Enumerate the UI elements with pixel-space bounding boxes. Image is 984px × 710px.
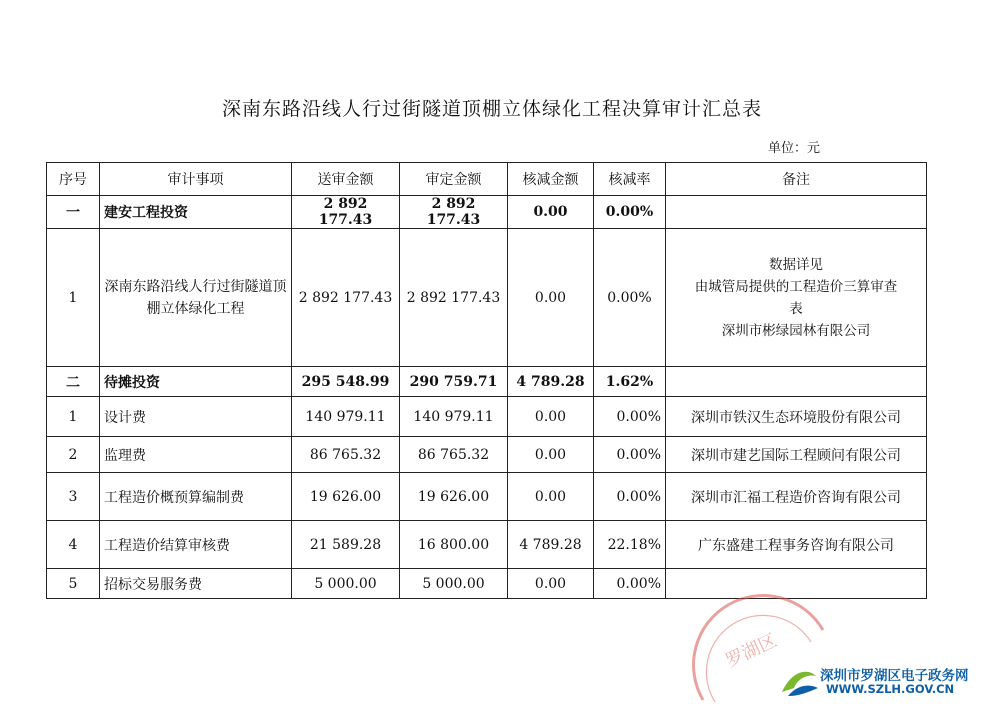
row-rate: 0.00% <box>594 437 666 473</box>
row-reduced: 0.00 <box>508 196 594 229</box>
header-approved: 审定金额 <box>400 163 508 196</box>
row-item: 建安工程投资 <box>100 196 292 229</box>
row-rate: 0.00% <box>594 196 666 229</box>
stamp-text: 罗湖区 <box>722 630 781 673</box>
row-reduced: 0.00 <box>508 473 594 521</box>
row-note: 深圳市铁汉生态环境股份有限公司 <box>666 397 927 437</box>
row-item: 监理费 <box>100 437 292 473</box>
row-approved: 16 800.00 <box>400 521 508 569</box>
row-note <box>666 196 927 229</box>
row-submitted: 21 589.28 <box>292 521 400 569</box>
document-title: 深南东路沿线人行过街隧道顶棚立体绿化工程决算审计汇总表 <box>221 98 762 120</box>
row-no: 5 <box>47 569 100 599</box>
row-approved: 2 892 177.43 <box>400 229 508 367</box>
row-rate: 0.00% <box>594 397 666 437</box>
row-item: 招标交易服务费 <box>100 569 292 599</box>
logo-site-url: WWW.SZLH.GOV.CN <box>826 682 955 696</box>
header-submitted: 送审金额 <box>292 163 400 196</box>
row-no: 二 <box>47 367 100 397</box>
table-row <box>47 397 927 437</box>
row-no: 4 <box>47 521 100 569</box>
row-rate: 0.00% <box>594 229 666 367</box>
row-rate: 0.00% <box>594 473 666 521</box>
note-line: 深圳市彬绿园林有限公司 <box>721 322 871 339</box>
row-approved: 2 892 177.43 <box>400 196 508 229</box>
header-rate: 核减率 <box>594 163 666 196</box>
row-submitted: 2 892 177.43 <box>292 229 400 367</box>
table-row <box>47 521 927 569</box>
row-no: 一 <box>47 196 100 229</box>
header-item: 审计事项 <box>100 163 292 196</box>
row-note: 广东盛建工程事务咨询有限公司 <box>666 521 927 569</box>
row-submitted: 5 000.00 <box>292 569 400 599</box>
row-approved: 19 626.00 <box>400 473 508 521</box>
row-reduced: 0.00 <box>508 569 594 599</box>
row-note <box>666 367 927 397</box>
row-reduced: 0.00 <box>508 229 594 367</box>
row-approved: 140 979.11 <box>400 397 508 437</box>
row-item: 深南东路沿线人行过街隧道顶棚立体绿化工程 <box>100 229 292 367</box>
row-approved: 290 759.71 <box>400 367 508 397</box>
unit-label: 单位：元 <box>768 141 821 156</box>
row-rate: 0.00% <box>594 569 666 599</box>
row-item: 工程造价结算审核费 <box>100 521 292 569</box>
row-no: 2 <box>47 437 100 473</box>
table-row <box>47 196 927 229</box>
header-note: 备注 <box>666 163 927 196</box>
row-rate: 22.18% <box>594 521 666 569</box>
row-submitted: 2 892 177.43 <box>292 196 400 229</box>
row-reduced: 4 789.28 <box>508 367 594 397</box>
table-header-row <box>47 163 927 196</box>
table-row <box>47 229 927 367</box>
row-item: 工程造价概预算编制费 <box>100 473 292 521</box>
row-rate: 1.62% <box>594 367 666 397</box>
note-line: 由城管局提供的工程造价三算审查 <box>694 278 898 295</box>
audit-summary-table <box>46 162 927 599</box>
row-note: 深圳市建艺国际工程顾问有限公司 <box>666 437 927 473</box>
row-reduced: 0.00 <box>508 437 594 473</box>
row-submitted: 295 548.99 <box>292 367 400 397</box>
row-no: 1 <box>47 397 100 437</box>
header-no: 序号 <box>47 163 100 196</box>
logo-site-name: 深圳市罗湖区电子政务网 <box>820 668 969 684</box>
row-submitted: 19 626.00 <box>292 473 400 521</box>
row-approved: 5 000.00 <box>400 569 508 599</box>
table-row <box>47 473 927 521</box>
row-item: 待摊投资 <box>100 367 292 397</box>
row-no: 1 <box>47 229 100 367</box>
table-row <box>47 367 927 397</box>
row-note: 深圳市汇福工程造价咨询有限公司 <box>666 473 927 521</box>
row-submitted: 86 765.32 <box>292 437 400 473</box>
note-line: 表 <box>789 300 803 317</box>
header-reduced: 核减金额 <box>508 163 594 196</box>
row-reduced: 0.00 <box>508 397 594 437</box>
table-row <box>47 437 927 473</box>
row-approved: 86 765.32 <box>400 437 508 473</box>
row-reduced: 4 789.28 <box>508 521 594 569</box>
note-line: 数据详见 <box>769 256 823 273</box>
row-submitted: 140 979.11 <box>292 397 400 437</box>
row-item: 设计费 <box>100 397 292 437</box>
row-no: 3 <box>47 473 100 521</box>
row-note <box>666 229 927 367</box>
